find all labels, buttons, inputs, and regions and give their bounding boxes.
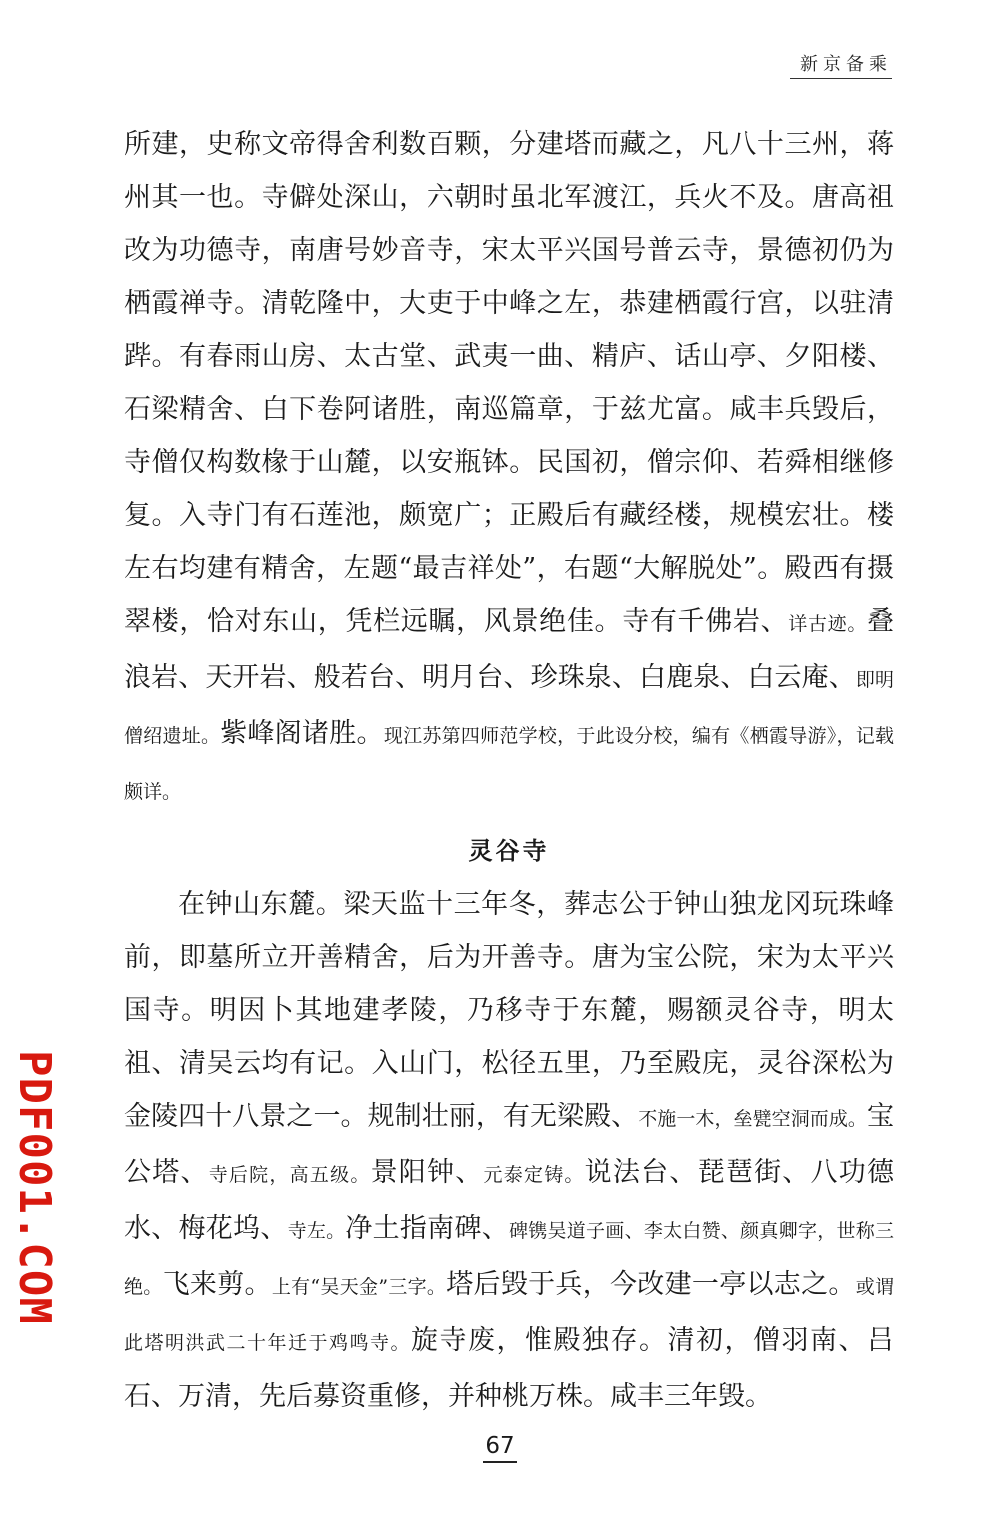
annotation: 现江苏第四师范学校，于此设分校，编有《栖霞导游》，记载颇详。 [124, 725, 894, 803]
header-rule [790, 78, 892, 79]
main-text: 在钟山东麓。梁天监十三年冬，葬志公于钟山独龙冈玩珠峰前，即墓所立开善精舍，后为开善寺。唐为宝公院，宋为太平兴国寺。明因卜其地建孝陵，乃移寺于东麓，赐额灵谷寺，明太祖、清吴云均有记。入山门，松径五里，乃至殿庑，灵谷深松为金陵四十八景之一。规制壮丽，有无梁殿、 [124, 889, 894, 1132]
body-text [124, 118, 894, 1423]
page-number [0, 1433, 1000, 1463]
annotation: 不施一木，垒甓空洞而成。 [638, 1108, 867, 1130]
page-number-value: 67 [483, 1433, 516, 1463]
annotation: 详古迹。 [788, 613, 867, 635]
watermark [9, 1050, 90, 1325]
main-text: 说法台、琵琶街、八功德水、梅花坞、 [124, 1157, 894, 1244]
paragraph-linggu [124, 878, 894, 1423]
section-heading: 灵谷寺 [468, 837, 550, 865]
paragraph-qixia-continued [124, 118, 894, 819]
running-header-title: 新京备乘 [800, 54, 892, 75]
annotation: 元泰定铸。 [483, 1164, 585, 1186]
main-text: 塔后毁于兵，今改建一亭以志之。 [446, 1269, 856, 1300]
main-text: 紫峰阁诸胜。 [220, 718, 384, 749]
main-text: 飞来剪。 [162, 1269, 272, 1300]
main-text: 叠浪岩、天开岩、般若台、明月台、珍珠泉、白鹿泉、白云庵、 [124, 606, 894, 693]
annotation: 上有“吴天金”三字。 [271, 1276, 447, 1298]
main-text: 宝公塔、 [124, 1101, 894, 1188]
annotation: 寺左。 [287, 1220, 346, 1242]
main-text: 旋寺废，惟殿独存。清初，僧羽南、吕石、万清，先后募资重修，并种桃万株。咸丰三年毁。 [124, 1325, 894, 1412]
annotation: 或谓此塔明洪武二十年迁于鸡鸣寺。 [124, 1276, 894, 1354]
main-text: 所建，史称文帝得舍利数百颗，分建塔而藏之，凡八十三州，蒋州其一也。寺僻处深山，六朝时虽北军渡江，兵火不及。唐高祖改为功德寺，南唐号妙音寺，宋太平兴国号普云寺，景德初仍为栖霞禅寺。清乾隆中，大吏于中峰之左，恭建栖霞行宫，以驻清跸。有春雨山房、太古堂、武夷一曲、精庐、话山亭、夕阳楼、石梁精舍、白下卷阿诸胜，南巡篇章，于兹尤富。咸丰兵毁后，寺僧仅构数椽于山麓，以安瓶钵。民国初，僧宗仰、若舜相继修复。入寺门有石莲池，颇宽广；正殿后有藏经楼，规模宏壮。楼左右均建有精舍，左题“最吉祥处”，右题“大解脱处”。殿西有摄翠楼，恰对东山，凭栏远瞩，风景绝佳。寺有千佛岩、 [124, 129, 894, 637]
annotation: 寺后院，高五级。 [208, 1164, 371, 1186]
annotation: 即明僧绍遗址。 [124, 669, 894, 747]
annotation: 碑镌吴道子画、李太白赞、颜真卿字，世称三绝。 [124, 1220, 894, 1298]
main-text: 景阳钟、 [370, 1157, 484, 1188]
watermark-text: PDF001.COM [9, 1050, 60, 1325]
main-text: 净土指南碑、 [345, 1213, 509, 1244]
